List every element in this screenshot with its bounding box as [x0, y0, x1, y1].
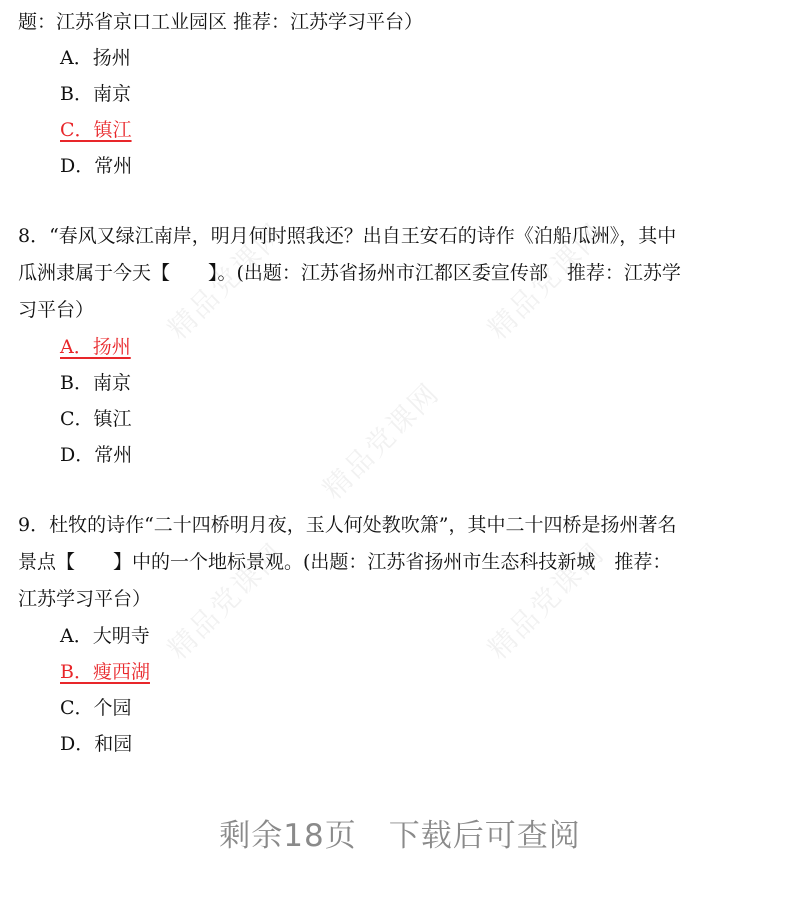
question-9-line-1: 9．杜牧的诗作“二十四桥明月夜，玉人何处教吹箫”，其中二十四桥是扬州著名 [18, 514, 677, 536]
option-text: D．常州 [60, 155, 133, 177]
watermark: 精品党课网 [316, 376, 446, 506]
question-9-line-2: 景点【 】中的一个地标景观。(出题：江苏省扬州市生态科技新城 推荐： [18, 551, 672, 573]
option-text: D．常州 [60, 444, 133, 466]
document-content [18, 4, 788, 762]
option-text: C．镇江 [60, 119, 132, 141]
option-text: A．大明寺 [60, 625, 150, 647]
option-text: B．南京 [60, 372, 131, 394]
option-b-correct [18, 654, 788, 690]
option-b [18, 76, 788, 112]
option-d [18, 437, 788, 473]
question-9 [18, 507, 788, 762]
watermark: 精品党课网 [161, 216, 291, 346]
remaining-pages-notice[interactable]: 剩余18页 下载后可查阅 [219, 818, 581, 854]
option-text: C．镇江 [60, 408, 132, 430]
option-b [18, 365, 788, 401]
option-c [18, 690, 788, 726]
option-text: B．瘦西湖 [60, 661, 150, 683]
option-a-correct [18, 329, 788, 365]
option-text: C．个园 [60, 697, 132, 719]
question-9-line-3: 江苏学习平台） [18, 588, 152, 610]
previous-question-options [18, 40, 788, 184]
option-text: A．扬州 [60, 47, 131, 69]
question-8-line-1: 8．“春风又绿江南岸，明月何时照我还？出自王安石的诗作《泊船瓜洲》，其中 [18, 225, 677, 247]
question-8 [18, 218, 788, 473]
option-text: B．南京 [60, 83, 131, 105]
previous-question-tail: 题：江苏省京口工业园区 推荐：江苏学习平台） [18, 11, 424, 33]
question-8-line-2: 瓜洲隶属于今天【 】。(出题：江苏省扬州市江都区委宣传部 推荐：江苏学 [18, 262, 681, 284]
watermark: 精品党课网 [481, 536, 611, 666]
option-a [18, 618, 788, 654]
watermark: 精品党课网 [481, 216, 611, 346]
option-d [18, 148, 788, 184]
watermark: 精品党课网 [161, 536, 291, 666]
option-d [18, 726, 788, 762]
option-text: A．扬州 [60, 336, 131, 358]
option-text: D．和园 [60, 733, 133, 755]
option-c-correct [18, 112, 788, 148]
question-8-line-3: 习平台） [18, 299, 95, 321]
option-a [18, 40, 788, 76]
option-c [18, 401, 788, 437]
